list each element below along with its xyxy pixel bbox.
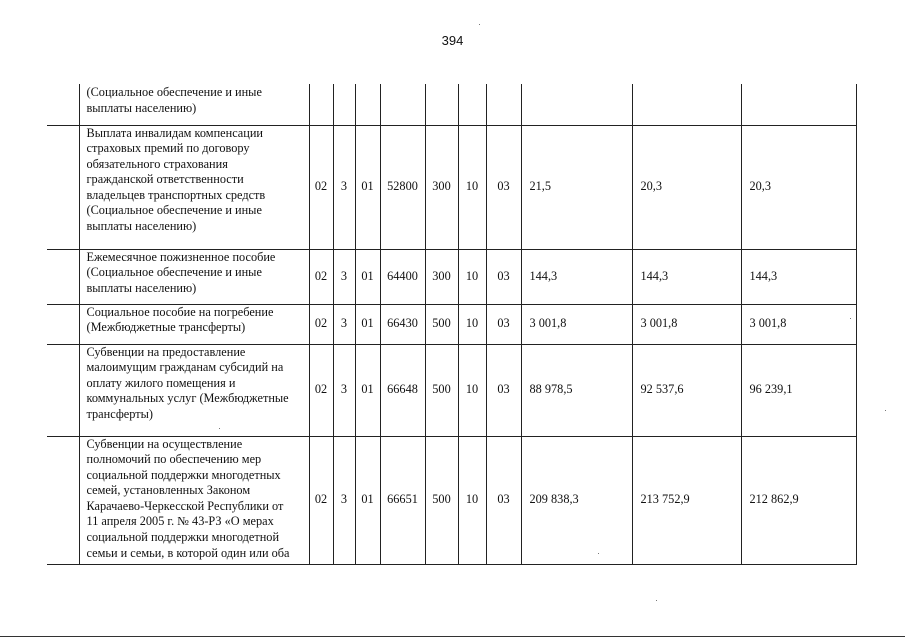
code-cell: 300 [425, 249, 458, 304]
code-cell: 3 [333, 344, 355, 436]
scan-speck [850, 318, 851, 319]
code-cell: 300 [425, 125, 458, 249]
amount-cell: 144,3 [741, 249, 856, 304]
code-cell: 03 [486, 436, 521, 564]
row-number-cell [47, 436, 79, 564]
amount-cell [741, 84, 856, 125]
amount-cell: 20,3 [632, 125, 741, 249]
table-row [47, 249, 856, 304]
description-cell: Субвенции на предоставление малоимущим гражданам субсидий на оплату жилого помещения и коммунальных услуг (Межбюджетные трансферты) [79, 344, 309, 436]
code-cell: 52800 [380, 125, 425, 249]
amount-cell: 92 537,6 [632, 344, 741, 436]
amount-cell [521, 84, 632, 125]
scan-speck [598, 553, 599, 554]
code-cell: 10 [458, 304, 486, 344]
code-cell [425, 84, 458, 125]
budget-table [47, 84, 857, 565]
code-cell: 3 [333, 125, 355, 249]
code-cell: 03 [486, 344, 521, 436]
code-cell: 10 [458, 249, 486, 304]
code-cell: 3 [333, 249, 355, 304]
amount-cell: 144,3 [632, 249, 741, 304]
table-row [47, 84, 856, 125]
amount-cell: 213 752,9 [632, 436, 741, 564]
code-cell: 500 [425, 304, 458, 344]
code-cell: 02 [309, 304, 333, 344]
code-cell [486, 84, 521, 125]
code-cell: 66430 [380, 304, 425, 344]
code-cell: 66648 [380, 344, 425, 436]
code-cell: 3 [333, 436, 355, 564]
page-number: 394 [441, 33, 464, 48]
description-cell: Ежемесячное пожизненное пособие (Социальное обеспечение и иные выплаты населению) [79, 249, 309, 304]
row-number-cell [47, 344, 79, 436]
scan-edge-line [0, 636, 905, 637]
code-cell [333, 84, 355, 125]
table-row [47, 344, 856, 436]
code-cell: 3 [333, 304, 355, 344]
code-cell [380, 84, 425, 125]
code-cell: 02 [309, 125, 333, 249]
description-cell: (Социальное обеспечение и иные выплаты населению) [79, 84, 309, 125]
code-cell: 02 [309, 249, 333, 304]
scan-speck [219, 428, 220, 429]
code-cell: 01 [355, 249, 380, 304]
code-cell [309, 84, 333, 125]
code-cell: 500 [425, 344, 458, 436]
code-cell [458, 84, 486, 125]
description-cell: Субвенции на осуществление полномочий по обеспечению мер социальной поддержки многодетных семей, установленных Законом Карачаево-Черкесской Республики от 11 апреля 2005 г. № 43-РЗ «О мерах социальной поддержки многодетной семьи и семьи, в которой один или оба [79, 436, 309, 564]
code-cell: 01 [355, 344, 380, 436]
code-cell: 10 [458, 344, 486, 436]
code-cell: 01 [355, 125, 380, 249]
amount-cell: 209 838,3 [521, 436, 632, 564]
row-number-cell [47, 84, 79, 125]
amount-cell: 3 001,8 [521, 304, 632, 344]
code-cell: 02 [309, 344, 333, 436]
row-number-cell [47, 249, 79, 304]
scan-speck [479, 24, 480, 25]
amount-cell: 88 978,5 [521, 344, 632, 436]
code-cell [355, 84, 380, 125]
code-cell: 01 [355, 436, 380, 564]
code-cell: 02 [309, 436, 333, 564]
code-cell: 500 [425, 436, 458, 564]
scan-speck [656, 600, 657, 601]
amount-cell: 96 239,1 [741, 344, 856, 436]
row-number-cell [47, 125, 79, 249]
scan-speck [885, 410, 886, 411]
table-row [47, 125, 856, 249]
code-cell: 03 [486, 125, 521, 249]
amount-cell: 3 001,8 [632, 304, 741, 344]
code-cell: 64400 [380, 249, 425, 304]
code-cell: 03 [486, 304, 521, 344]
description-cell: Социальное пособие на погребение (Межбюджетные трансферты) [79, 304, 309, 344]
code-cell: 03 [486, 249, 521, 304]
amount-cell: 212 862,9 [741, 436, 856, 564]
amount-cell [632, 84, 741, 125]
table-row [47, 436, 856, 564]
amount-cell: 21,5 [521, 125, 632, 249]
row-number-cell [47, 304, 79, 344]
description-cell: Выплата инвалидам компенсации страховых премий по договору обязательного страхования гражданской ответственности владельцев транспортных средств (Социальное обеспечение и иные выплаты населению) [79, 125, 309, 249]
amount-cell: 3 001,8 [741, 304, 856, 344]
code-cell: 01 [355, 304, 380, 344]
code-cell: 10 [458, 125, 486, 249]
amount-cell: 144,3 [521, 249, 632, 304]
amount-cell: 20,3 [741, 125, 856, 249]
code-cell: 66651 [380, 436, 425, 564]
code-cell: 10 [458, 436, 486, 564]
table-row [47, 304, 856, 344]
